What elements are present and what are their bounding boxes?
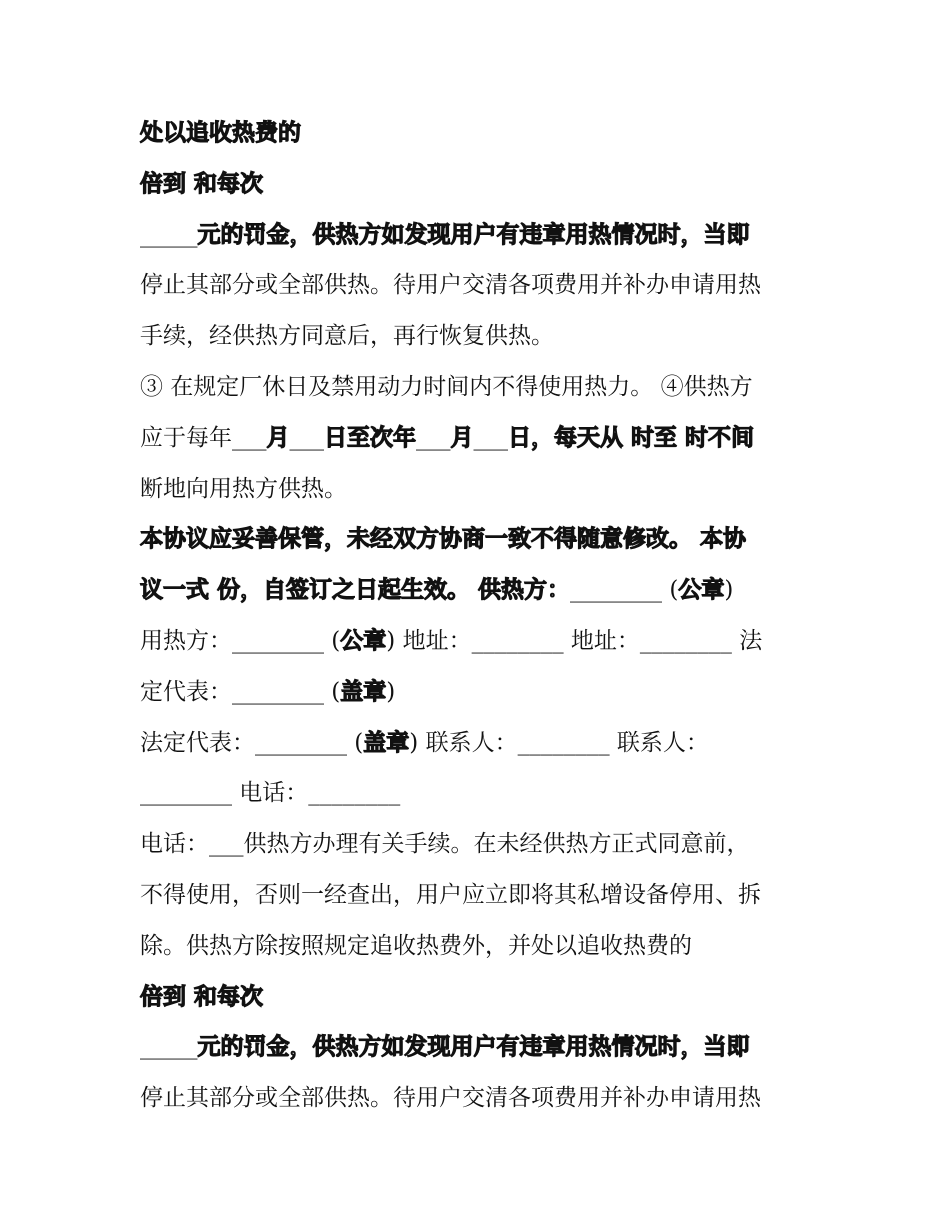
text-segment: ) — [386, 678, 396, 705]
outlined-text-segment: 公章 — [340, 627, 387, 654]
outlined-text-segment: 盖章 — [363, 729, 410, 756]
text-line — [140, 108, 820, 159]
text-segment: 断地向用热方供热。 — [140, 475, 347, 502]
outlined-text-segment: 议一式 份，自签订之日起生效。 供热方： — [140, 577, 571, 604]
outlined-text-segment: 盖章 — [340, 678, 387, 705]
text-segment: ________ 电话：________ — [140, 780, 401, 807]
text-segment: ___ — [416, 424, 451, 451]
outlined-text-segment: 公章 — [678, 577, 725, 604]
text-line — [140, 616, 820, 667]
text-segment: 停止其部分或全部供热。待用户交清各项费用并补办申请用热 — [140, 272, 761, 299]
text-line — [140, 362, 820, 413]
outlined-text-segment: 日至次年 — [324, 424, 416, 451]
text-segment: _____ — [140, 221, 198, 248]
text-line — [140, 718, 820, 769]
text-segment: 手续，经供热方同意后，再行恢复供热。 — [140, 323, 554, 350]
text-line — [140, 1022, 820, 1073]
text-line — [140, 159, 820, 210]
text-segment: ) 联系人：________ 联系人： — [409, 729, 709, 756]
text-line — [140, 921, 820, 972]
text-segment: ③ 在规定厂休日及禁用动力时间内不得使用热力。 ④供热方 — [140, 373, 753, 400]
text-segment: ___ — [473, 424, 508, 451]
text-line — [140, 514, 820, 565]
text-line — [140, 972, 820, 1023]
text-segment: 不得使用，否则一经查出，用户应立即将其私增设备停用、拆 — [140, 881, 761, 908]
text-segment: 法定代表：________ ( — [140, 729, 364, 756]
text-line — [140, 210, 820, 261]
text-line — [140, 565, 820, 616]
text-segment: ) 地址：________ 地址：________ 法 — [386, 627, 763, 654]
text-line — [140, 413, 820, 464]
outlined-text-segment: 处以追收热费的 — [140, 120, 301, 146]
text-line — [140, 260, 820, 311]
text-segment: ________ ( — [570, 577, 679, 604]
text-segment: 电话：___供热方办理有关手续。在未经供热方正式同意前， — [140, 831, 750, 858]
document-page — [140, 108, 820, 1124]
text-line — [140, 768, 820, 819]
text-segment: ) — [724, 577, 734, 604]
text-segment: 应于每年___ — [140, 424, 267, 451]
outlined-text-segment: 倍到 和每次 — [140, 170, 264, 197]
text-segment: 用热方：________ ( — [140, 627, 341, 654]
text-segment: _____ — [140, 1034, 198, 1061]
outlined-text-segment: 元的罚金，供热方如发现用户有违章用热情况时，当即 — [197, 221, 750, 248]
text-line — [140, 819, 820, 870]
text-segment: 停止其部分或全部供热。待用户交清各项费用并补办申请用热 — [140, 1085, 761, 1112]
outlined-text-segment: 倍到 和每次 — [140, 983, 264, 1010]
outlined-text-segment: 元的罚金，供热方如发现用户有违章用热情况时，当即 — [197, 1034, 750, 1061]
text-line — [140, 464, 820, 515]
outlined-text-segment: 本协议应妥善保管，未经双方协商一致不得随意修改。 本协 — [140, 526, 747, 553]
text-segment: 定代表：________ ( — [140, 678, 341, 705]
outlined-text-segment: 月 — [266, 424, 290, 451]
outlined-text-segment: 月 — [450, 424, 474, 451]
text-segment: ___ — [289, 424, 324, 451]
text-segment: 除。供热方除按照规定追收热费外，并处以追收热费的 — [140, 932, 692, 959]
text-line — [140, 870, 820, 921]
text-line — [140, 1073, 820, 1124]
text-line — [140, 311, 820, 362]
text-line — [140, 667, 820, 718]
outlined-text-segment: 日，每天从 时至 时不间 — [508, 424, 755, 451]
